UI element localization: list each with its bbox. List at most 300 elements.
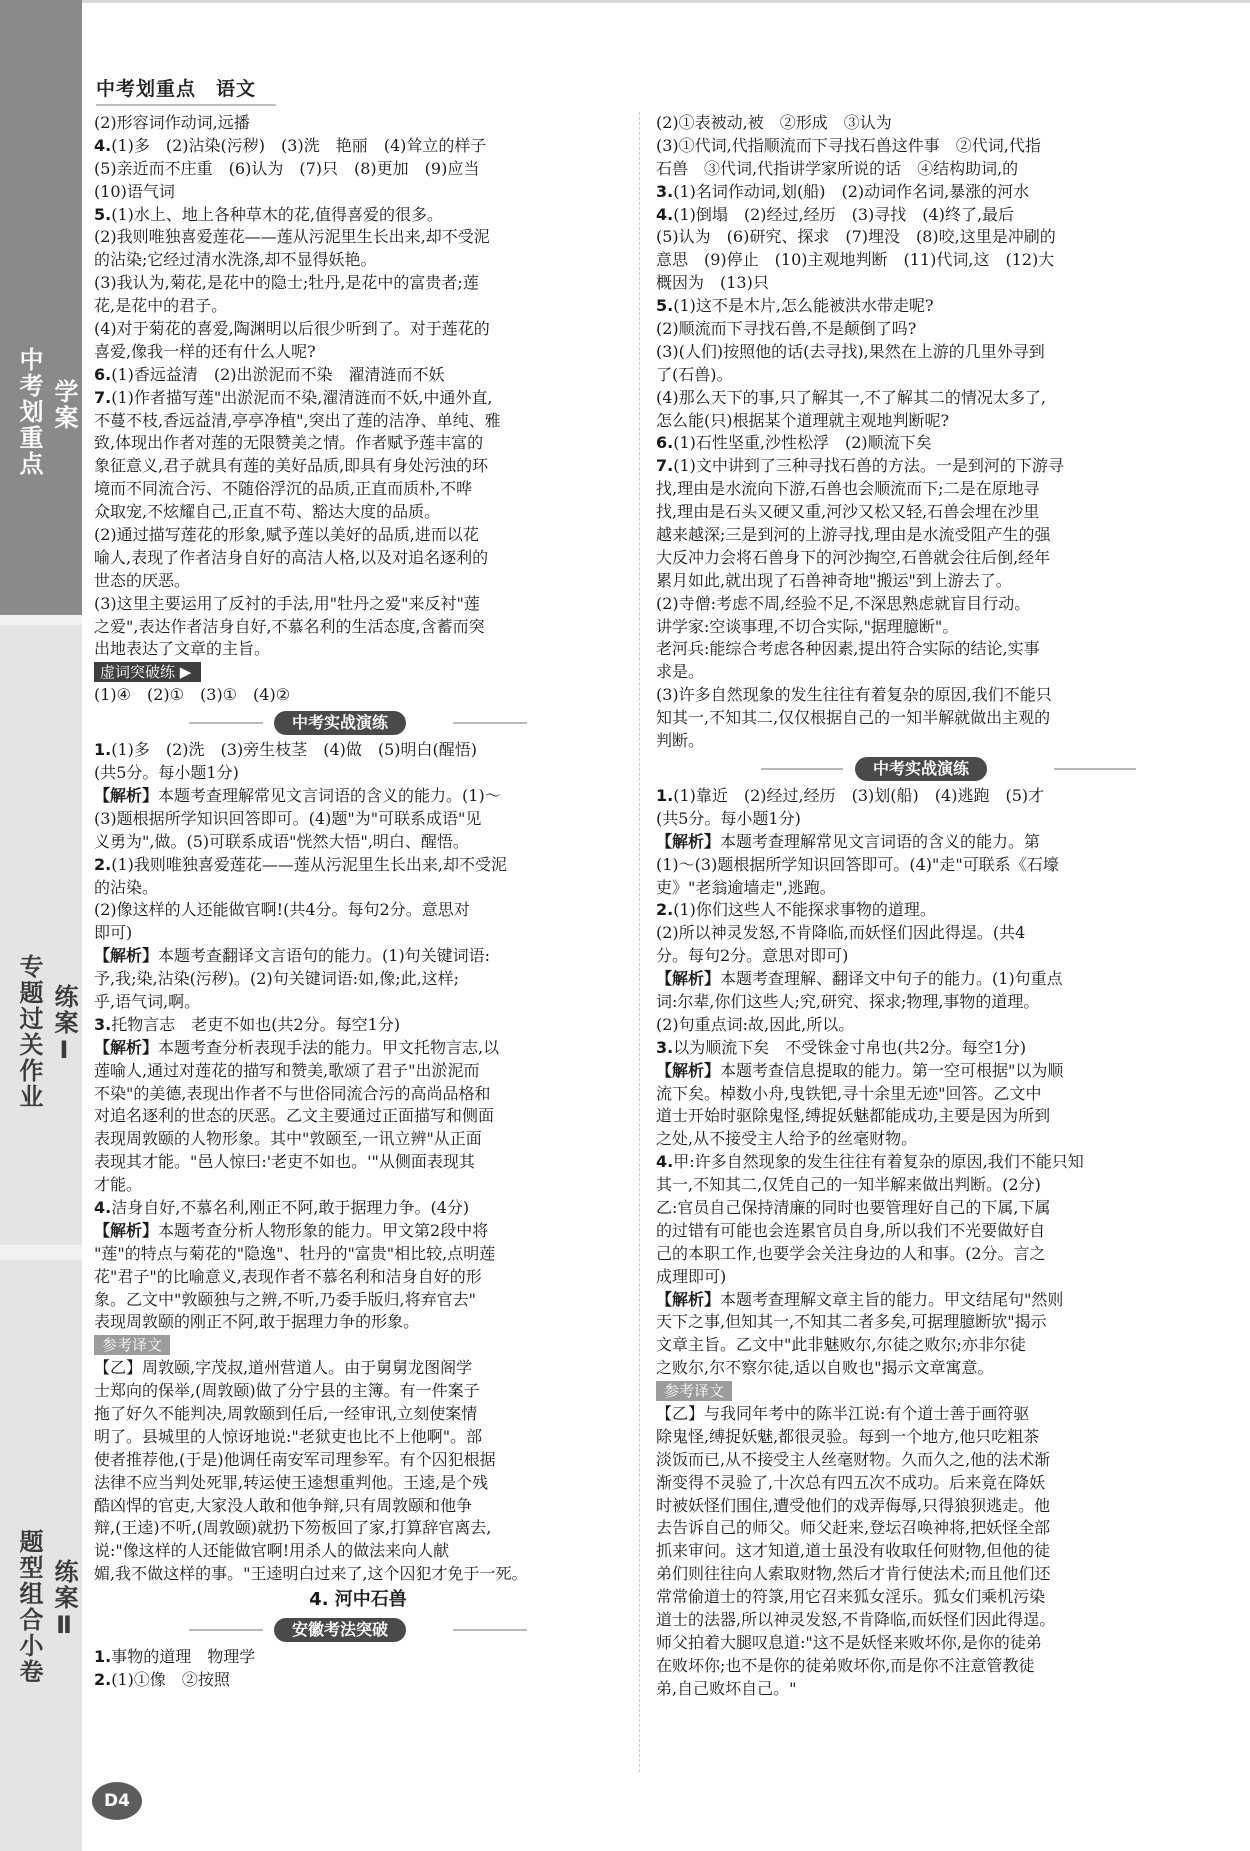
line-text: 其一,不知其二,仅凭自己的一知半解来做出判断。(2分) xyxy=(656,1175,1041,1195)
text-line xyxy=(656,1128,1242,1151)
section-heading xyxy=(656,755,1242,783)
line-text: 境而不同流合污、不随俗浮沉的品质,正直而质朴,不哗 xyxy=(94,479,473,499)
text-line xyxy=(94,272,622,295)
text-line xyxy=(94,1266,622,1289)
line-text: 成理即可) xyxy=(656,1266,727,1286)
column-divider xyxy=(639,112,641,1772)
text-line xyxy=(94,1060,622,1083)
line-text: 己的本职工作,也要学会关注身边的人和事。(2分。言之 xyxy=(656,1243,1046,1263)
page-title: 中考划重点 语文 xyxy=(96,78,257,100)
text-line xyxy=(94,1646,622,1669)
section-title: 中考实战演练 xyxy=(274,711,406,735)
line-text: (2)句重点词:故,因此,所以。 xyxy=(656,1014,855,1034)
question-number: 7. xyxy=(656,456,674,476)
text-line xyxy=(656,968,1242,991)
question-number: 4. xyxy=(656,1152,674,1172)
line-text: 洁身自好,不慕名利,刚正不阿,敢于据理力争。(4分) xyxy=(111,1197,470,1217)
text-line xyxy=(94,1517,622,1540)
line-text: (2)所以神灵发怒,不肯降临,而妖怪们因此得逞。(共4 xyxy=(656,923,1026,943)
text-line xyxy=(94,410,622,433)
line-text: (1)名词作动词,划(船) (2)动词作名词,暴涨的河水 xyxy=(673,181,1030,201)
line-text: (4)对于菊花的喜爱,陶渊明以后很少听到了。对于莲花的 xyxy=(94,319,490,339)
line-text: 概因为 (13)只 xyxy=(656,273,769,293)
text-line xyxy=(656,1678,1242,1701)
line-text: 乙:官员自己保持清廉的同时也要管理好自己的下属,下属 xyxy=(656,1197,1051,1217)
line-text: 众取宠,不炫耀自己,正直不苟、豁达大度的品质。 xyxy=(94,502,441,522)
line-text: (2)顺流而下寻找石兽,不是颠倒了吗? xyxy=(656,319,917,339)
line-text: 知其一,不知其二,仅仅根据自己的一知半解就做出主观的 xyxy=(656,708,1051,728)
line-text: 在败坏你;也不是你的徒弟败坏你,而是你不注意管教徒 xyxy=(656,1655,1035,1675)
text-line xyxy=(94,991,622,1014)
text-line xyxy=(656,1174,1242,1197)
question-number: 2. xyxy=(656,900,674,920)
sidebar-label-primary: 练案Ⅰ xyxy=(50,984,78,1066)
text-line xyxy=(656,501,1242,524)
text-line xyxy=(656,570,1242,593)
text-line xyxy=(94,1289,622,1312)
line-text: 本题考查理解常见文言词语的含义的能力。(1)～ xyxy=(158,785,501,805)
line-text: 表现其才能。"邑人惊曰:'老吏不如也。'"从侧面表现其 xyxy=(94,1152,475,1172)
line-text: 本题考查翻译文言语句的能力。(1)句关键词语: xyxy=(158,946,491,966)
text-line xyxy=(94,1669,622,1692)
text-line xyxy=(656,661,1242,684)
text-line xyxy=(656,1655,1242,1678)
line-text: (2)寺僧:考虑不周,经验不足,不深思熟虑就盲目行动。 xyxy=(656,593,1031,613)
line-text: (4)那么天下的事,只了解其一,不了解其二的情况太多了, xyxy=(656,387,1046,407)
line-text: 事物的道理 物理学 xyxy=(111,1647,256,1667)
line-text: 予,我;染,沾染(污秽)。(2)句关键词语:如,像;此,这样; xyxy=(94,969,460,989)
line-text: 士郑向的保举,(周敦颐)做了分宁县的主簿。有一件案子 xyxy=(94,1381,480,1401)
line-text: 本题考查分析人物形象的能力。甲文第2段中将 xyxy=(158,1220,489,1240)
line-text: 的沾染;它经过清水洗涤,却不显得妖艳。 xyxy=(94,250,377,270)
sidebar-label-secondary: 中考划重点 xyxy=(15,347,43,477)
section-rule-right xyxy=(453,722,527,724)
text-line xyxy=(94,877,622,900)
line-text: (1)～(3)题根据所学知识回答即可。(4)"走"可联系《石壕 xyxy=(656,854,1059,874)
question-number: 2. xyxy=(94,854,112,874)
sidebar-label-study xyxy=(0,205,82,605)
text-line xyxy=(656,1197,1242,1220)
line-text: (1)石性坚重,沙性松浮 (2)顺流下矣 xyxy=(673,433,932,453)
line-text: 淡饭而已,从不接受主人丝毫财物。久而久之,他的法术渐 xyxy=(656,1449,1051,1469)
line-text: 老河兵:能综合考虑各种因素,提出符合实际的结论,实事 xyxy=(656,639,1040,659)
text-line xyxy=(94,762,622,785)
line-text: 吏》"老翁逾墙走",逃跑。 xyxy=(656,877,836,897)
line-text: 的沾染。 xyxy=(94,877,159,897)
line-text: 本题考查信息提取的能力。第一空可根据"以为顺 xyxy=(720,1060,1064,1080)
text-line xyxy=(94,785,622,808)
line-text: 世态的厌恶。 xyxy=(94,570,191,590)
sidebar-label-secondary: 专题过关作业 xyxy=(15,954,43,1110)
text-line xyxy=(94,1037,622,1060)
text-line xyxy=(94,501,622,524)
text-line xyxy=(656,295,1242,318)
text-line xyxy=(94,661,622,684)
text-line xyxy=(94,1128,622,1151)
text-line xyxy=(656,1357,1242,1380)
line-text: 致,体现出作者对莲的无限赞美之情。作者赋予莲丰富的 xyxy=(94,433,484,453)
line-text: 象征意义,君子就具有莲的美好品质,即具有身处污浊的环 xyxy=(94,456,489,476)
text-line xyxy=(94,1357,622,1380)
text-line xyxy=(656,1449,1242,1472)
text-line xyxy=(656,1266,1242,1289)
text-line xyxy=(94,1243,622,1266)
line-text: 以为顺流下矣 不受铢金寸帛也(共2分。每空1分) xyxy=(673,1037,1027,1057)
line-text: 石兽 ③代词,代指讲学家所说的话 ④结构助词,的 xyxy=(656,158,1019,178)
text-line xyxy=(94,1449,622,1472)
line-text: 文章主旨。乙文中"此非魅败尔,尔徒之败尔;亦非尔徒 xyxy=(656,1335,1026,1355)
text-line xyxy=(94,1563,622,1586)
text-line xyxy=(656,547,1242,570)
right-column xyxy=(656,112,1242,1701)
text-line xyxy=(656,877,1242,900)
text-line xyxy=(94,1403,622,1426)
question-number: 6. xyxy=(94,364,112,384)
question-number: 4. xyxy=(656,204,674,224)
text-line xyxy=(656,1311,1242,1334)
text-line xyxy=(656,922,1242,945)
text-line xyxy=(656,524,1242,547)
left-column xyxy=(94,112,622,1692)
top-rule xyxy=(82,0,1250,3)
line-text: (1)靠近 (2)经过,经历 (3)划(船) (4)逃跑 (5)才 xyxy=(673,785,1045,805)
question-number: 4. xyxy=(94,135,112,155)
text-line xyxy=(656,945,1242,968)
line-text: 说:"像这样的人还能做官啊!用杀人的做法来向人献 xyxy=(94,1541,450,1561)
analysis-label: 【解析】 xyxy=(656,831,721,851)
question-number: 2. xyxy=(94,1670,112,1689)
line-text: (10)语气词 xyxy=(94,181,175,201)
line-text: (3)我认为,菊花,是花中的隐士;牡丹,是花中的富贵者;莲 xyxy=(94,273,479,293)
question-number: 1. xyxy=(656,785,674,805)
sidebar-block-practice-2 xyxy=(0,1260,82,1851)
line-text: 抓来审问。这才知道,道士虽没有收取任何财物,但他的徒 xyxy=(656,1541,1051,1561)
text-line xyxy=(656,1220,1242,1243)
line-text: (5)认为 (6)研究、探求 (7)埋没 (8)咬,这里是冲刷的 xyxy=(656,227,1056,247)
line-text: 本题考查理解常见文言词语的含义的能力。第 xyxy=(720,831,1041,851)
text-line xyxy=(94,1014,622,1037)
line-text: 讲学家:空谈事理,不切合实际,"据理臆断"。 xyxy=(656,616,959,636)
sidebar xyxy=(0,0,82,1851)
analysis-label: 【解析】 xyxy=(94,1220,159,1240)
text-line xyxy=(94,249,622,272)
line-text: 求是。 xyxy=(656,662,705,682)
line-text: (3)许多自然现象的发生往往有着复杂的原因,我们不能只 xyxy=(656,685,1052,705)
text-line xyxy=(94,684,622,707)
question-number: 5. xyxy=(94,204,112,224)
text-line xyxy=(656,1403,1242,1426)
text-line xyxy=(94,1472,622,1495)
sidebar-label-practice-2 xyxy=(0,1390,82,1810)
text-line xyxy=(656,1609,1242,1632)
question-number: 3. xyxy=(656,1037,674,1057)
line-text: 找,理由是水流向下游,石兽也会顺流而下;二是在原地寻 xyxy=(656,479,1040,499)
text-line xyxy=(94,922,622,945)
text-line xyxy=(656,1586,1242,1609)
line-text: 流下矣。棹数小舟,曳铁钯,寻十余里无迹"回答。乙文中 xyxy=(656,1083,1042,1103)
text-line xyxy=(656,1426,1242,1449)
line-text: (1)倒塌 (2)经过,经历 (3)寻找 (4)终了,最后 xyxy=(673,204,1015,224)
text-line xyxy=(656,616,1242,639)
text-line xyxy=(656,1540,1242,1563)
line-text: 辩,(王逵)不听,(周敦颐)就扔下笏板回了家,打算辞官离去, xyxy=(94,1518,492,1538)
line-text: 才能。 xyxy=(94,1175,143,1195)
text-line xyxy=(656,1243,1242,1266)
question-number: 5. xyxy=(656,296,674,316)
line-text: 弟们则往往向人索取财物,然后才肯行使法术;而且他们还 xyxy=(656,1564,1051,1584)
line-text: 对追名逐利的世态的厌恶。乙文主要通过正面描写和侧面 xyxy=(94,1106,495,1126)
line-text: (3)题根据所学知识回答即可。(4)题"为"可联系成语"见 xyxy=(94,808,482,828)
translation-tag: 参考译文 xyxy=(94,1335,170,1355)
text-line xyxy=(94,135,622,158)
line-text: 本题考查理解文章主旨的能力。甲文结尾句"然则 xyxy=(720,1289,1064,1309)
section-rule-right xyxy=(453,1629,527,1631)
text-line xyxy=(94,570,622,593)
line-text: (2)通过描写莲花的形象,赋予莲以美好的品质,进而以花 xyxy=(94,525,479,545)
analysis-label: 【解析】 xyxy=(94,1037,159,1057)
line-text: 除鬼怪,缚捉妖魅,都很灵验。每到一个地方,他只吃粗茶 xyxy=(656,1426,1040,1446)
text-line xyxy=(94,204,622,227)
line-text: 喜爱,像我一样的还有什么人呢? xyxy=(94,341,316,361)
subsection-tag: 虚词突破练 ▶ xyxy=(94,662,201,682)
text-line xyxy=(656,638,1242,661)
sidebar-block-study xyxy=(0,0,82,615)
line-text: 甲:许多自然现象的发生往往有着复杂的原因,我们不能只知 xyxy=(673,1152,1084,1172)
line-text: 越来越深;三是到河的上游寻找,理由是水流受阻产生的强 xyxy=(656,525,1051,545)
text-line xyxy=(656,1105,1242,1128)
line-text: (2)像这样的人还能做官啊!(共4分。每句2分。意思对 xyxy=(94,900,470,920)
line-text: (共5分。每小题1分) xyxy=(656,808,801,828)
line-text: 之爱",表达作者洁身自好,不慕名利的生活态度,含蓄而突 xyxy=(94,616,485,636)
line-text: 象。乙文中"敦颐独与之辨,不听,乃委手版归,将弃官去" xyxy=(94,1289,476,1309)
text-line xyxy=(656,1151,1242,1174)
text-line xyxy=(94,1174,622,1197)
question-number: 3. xyxy=(656,181,674,201)
analysis-label: 【解析】 xyxy=(656,1289,721,1309)
question-number: 3. xyxy=(94,1014,112,1034)
text-line xyxy=(94,945,622,968)
question-number: 4. xyxy=(94,1197,112,1217)
text-line xyxy=(94,226,622,249)
line-text: 的过错有可能也会连累官员自身,所以我们不光要做好自 xyxy=(656,1220,1046,1240)
text-line xyxy=(656,1334,1242,1357)
section-heading xyxy=(94,709,622,737)
line-text: 表现周敦颐的刚正不阿,敢于据理力争的形象。 xyxy=(94,1312,420,1332)
line-text: 分。每句2分。意思对即可) xyxy=(656,946,849,966)
text-line xyxy=(94,616,622,639)
sidebar-label-secondary: 题型组合小卷 xyxy=(15,1529,43,1685)
section-title: 安徽考法突破 xyxy=(274,1618,406,1642)
line-text: (1)你们这些人不能探求事物的道理。 xyxy=(673,900,936,920)
text-line xyxy=(94,1334,622,1357)
line-text: 大反冲力会将石兽身下的河沙掏空,石兽就会往后倒,经年 xyxy=(656,547,1051,567)
line-text: (2)形容词作动词,远播 xyxy=(94,113,250,132)
line-text: 明了。县城里的人惊讶地说:"老狱吏也比不上他啊"。部 xyxy=(94,1426,483,1446)
line-text: 渐变得不灵验了,十次总有四五次不成功。后来竟在降妖 xyxy=(656,1472,1046,1492)
line-text: (1)④ (2)① (3)① (4)② xyxy=(94,685,291,705)
sidebar-label-primary: 学案 xyxy=(50,379,78,431)
line-text: (3)①代词,代指顺流而下寻找石兽这件事 ②代词,代指 xyxy=(656,135,1041,155)
line-text: 意思 (9)停止 (10)主观地判断 (11)代词,这 (12)大 xyxy=(656,250,1055,270)
line-text: 道士开始时驱除鬼怪,缚捉妖魅都能成功,主要是因为所到 xyxy=(656,1106,1051,1126)
text-line xyxy=(656,1083,1242,1106)
text-line xyxy=(656,730,1242,753)
text-line xyxy=(656,204,1242,227)
text-line xyxy=(656,318,1242,341)
text-line xyxy=(656,387,1242,410)
page-number-badge: D4 xyxy=(92,1782,142,1820)
text-line xyxy=(656,410,1242,433)
text-line xyxy=(656,1289,1242,1312)
text-line xyxy=(656,684,1242,707)
analysis-label: 【解析】 xyxy=(94,785,159,805)
text-line xyxy=(656,785,1242,808)
text-line xyxy=(656,831,1242,854)
line-text: 媚,我不做这样的事。"王逵明白过来了,这个囚犯才免于一死。 xyxy=(94,1564,528,1584)
section-rule-right xyxy=(1054,768,1136,770)
text-line xyxy=(656,1495,1242,1518)
text-line xyxy=(656,854,1242,877)
line-text: 使者推荐他,(于是)他调任南安军司理参军。有个囚犯根据 xyxy=(94,1449,496,1469)
text-line xyxy=(656,1632,1242,1655)
line-text: 道士的法器,所以神灵发怒,不肯降临,而妖怪们因此得逞。 xyxy=(656,1610,1056,1629)
line-text: 花"君子"的比喻意义,表现作者不慕名利和洁身自好的形 xyxy=(94,1266,482,1286)
text-line xyxy=(94,364,622,387)
line-text: 师父拍着大腿叹息道:"这不是妖怪来败坏你,是你的徒弟 xyxy=(656,1632,1042,1652)
text-line xyxy=(94,1220,622,1243)
text-line xyxy=(656,455,1242,478)
line-text: 判断。 xyxy=(656,731,705,751)
text-line xyxy=(94,478,622,501)
text-line xyxy=(656,899,1242,922)
text-line xyxy=(94,1495,622,1518)
line-text: 累月如此,就出现了石兽神奇地"搬运"到上游去了。 xyxy=(656,570,1012,590)
line-text: 花,是花中的君子。 xyxy=(94,296,228,316)
text-line xyxy=(656,432,1242,455)
text-line xyxy=(94,432,622,455)
text-line xyxy=(94,1540,622,1563)
section-title: 中考实战演练 xyxy=(855,757,987,781)
text-line xyxy=(656,593,1242,616)
text-line xyxy=(656,341,1242,364)
text-line xyxy=(656,1380,1242,1403)
line-text: 去告诉自己的师父。师父赶来,登坛召唤神将,把妖怪全部 xyxy=(656,1518,1051,1538)
line-text: 天下之事,但知其一,不知其二者多矣,可据理臆断欤"揭示 xyxy=(656,1312,1047,1332)
text-line xyxy=(94,1197,622,1220)
line-text: 本题考查理解、翻译文中句子的能力。(1)句重点 xyxy=(720,969,1063,989)
line-text: 弟,自己败坏自己。" xyxy=(656,1678,797,1698)
line-text: 本题考查分析表现手法的能力。甲文托物言志,以 xyxy=(158,1037,500,1057)
line-text: 乎,语气词,啊。 xyxy=(94,991,201,1011)
line-text: (1)作者描写莲"出淤泥而不染,濯清涟而不妖,中通外直, xyxy=(111,387,493,407)
text-line xyxy=(656,1014,1242,1037)
text-line xyxy=(656,181,1242,204)
line-text: (2)①表被动,被 ②形成 ③认为 xyxy=(656,113,892,132)
question-number: 7. xyxy=(94,387,112,407)
text-line xyxy=(656,226,1242,249)
section-heading xyxy=(94,1616,622,1644)
text-line xyxy=(656,1037,1242,1060)
text-line xyxy=(94,341,622,364)
text-line xyxy=(94,808,622,831)
line-text: 托物言志 老吏不如也(共2分。每空1分) xyxy=(111,1014,401,1034)
line-text: (2)我则唯独喜爱莲花——莲从污泥里生长出来,却不受泥 xyxy=(94,227,490,247)
line-text: 怎么能(只)根据某个道理就主观地判断呢? xyxy=(656,410,950,430)
text-line xyxy=(656,808,1242,831)
line-text: 【乙】与我同年考中的陈半江说:有个道士善于画符驱 xyxy=(656,1403,1030,1423)
text-line xyxy=(94,387,622,410)
section-rule-left xyxy=(189,722,263,724)
line-text: 即可) xyxy=(94,923,133,943)
text-line xyxy=(94,455,622,478)
text-line xyxy=(94,295,622,318)
text-line xyxy=(94,739,622,762)
lesson-heading: 4. 河中石兽 xyxy=(309,1589,407,1611)
header-underline xyxy=(96,104,276,106)
sidebar-label-primary: 练案Ⅱ xyxy=(50,1559,78,1641)
text-line xyxy=(94,899,622,922)
text-line xyxy=(656,478,1242,501)
line-text: (1)多 (2)沾染(污秽) (3)洗 艳丽 (4)耸立的样子 xyxy=(111,135,487,155)
line-text: (5)亲近而不庄重 (6)认为 (7)只 (8)更加 (9)应当 xyxy=(94,158,480,178)
question-number: 6. xyxy=(656,433,674,453)
text-line xyxy=(94,112,622,135)
line-text: 之败尔,尔不察尔徒,适以自败也"揭示文章寓意。 xyxy=(656,1358,994,1378)
line-text: (1)多 (2)洗 (3)旁生枝茎 (4)做 (5)明白(醒悟) xyxy=(111,740,478,760)
line-text: 莲喻人,通过对莲花的描写和赞美,歌颂了君子"出淤泥而 xyxy=(94,1060,480,1080)
section-rule-left xyxy=(761,768,843,770)
text-line xyxy=(656,1563,1242,1586)
text-line xyxy=(656,1472,1242,1495)
text-line xyxy=(656,249,1242,272)
line-text: 词:尔辈,你们这些人;究,研究、探求;物理,事物的道理。 xyxy=(656,991,1040,1011)
line-text: 不蔓不枝,香远益清,亭亭净植",突出了莲的洁净、单纯、雅 xyxy=(94,410,501,430)
translation-tag: 参考译文 xyxy=(656,1381,732,1401)
line-text: (1)文中讲到了三种寻找石兽的方法。一是到河的下游寻 xyxy=(673,456,1064,476)
text-line xyxy=(656,135,1242,158)
line-text: (1)这不是木片,怎么能被洪水带走呢? xyxy=(673,296,934,316)
line-text: 法律不应当判处死罪,转运使王逵想重判他。王逵,是个残 xyxy=(94,1472,489,1492)
text-line xyxy=(656,272,1242,295)
section-rule-left xyxy=(189,1629,263,1631)
text-line xyxy=(94,1311,622,1334)
text-line xyxy=(94,1380,622,1403)
line-text: "莲"的特点与菊花的"隐逸"、牡丹的"富贵"相比较,点明莲 xyxy=(94,1243,496,1263)
line-text: (共5分。每小题1分) xyxy=(94,763,239,783)
line-text: 表现周敦颐的人物形象。其中"敦颐至,一讯立辨"从正面 xyxy=(94,1129,482,1149)
line-text: 了(石兽)。 xyxy=(656,364,733,384)
page-header xyxy=(96,74,1236,104)
line-text: (1)①像 ②按照 xyxy=(111,1670,230,1689)
text-line xyxy=(94,968,622,991)
text-line xyxy=(656,158,1242,181)
line-text: (1)香远益清 (2)出淤泥而不染 濯清涟而不妖 xyxy=(111,364,445,384)
line-text: 常常偷道士的符箓,用它召来狐女淫乐。狐女们乘机污染 xyxy=(656,1587,1046,1607)
line-text: 找,理由是石头又硬又重,河沙又松又轻,石兽会埋在沙里 xyxy=(656,502,1040,522)
text-line xyxy=(94,831,622,854)
text-line xyxy=(94,854,622,877)
line-text: 喻人,表现了作者洁身自好的高洁人格,以及对追名逐利的 xyxy=(94,547,489,567)
text-line xyxy=(94,158,622,181)
analysis-label: 【解析】 xyxy=(656,969,721,989)
line-text: (1)水上、地上各种草木的花,值得喜爱的很多。 xyxy=(111,204,443,224)
question-number: 1. xyxy=(94,1647,112,1667)
text-line xyxy=(656,1517,1242,1540)
line-text: 出地表达了文章的主旨。 xyxy=(94,639,271,659)
analysis-label: 【解析】 xyxy=(656,1060,721,1080)
line-text: (3)这里主要运用了反衬的手法,用"牡丹之爱"来反衬"莲 xyxy=(94,593,480,613)
text-line xyxy=(94,181,622,204)
